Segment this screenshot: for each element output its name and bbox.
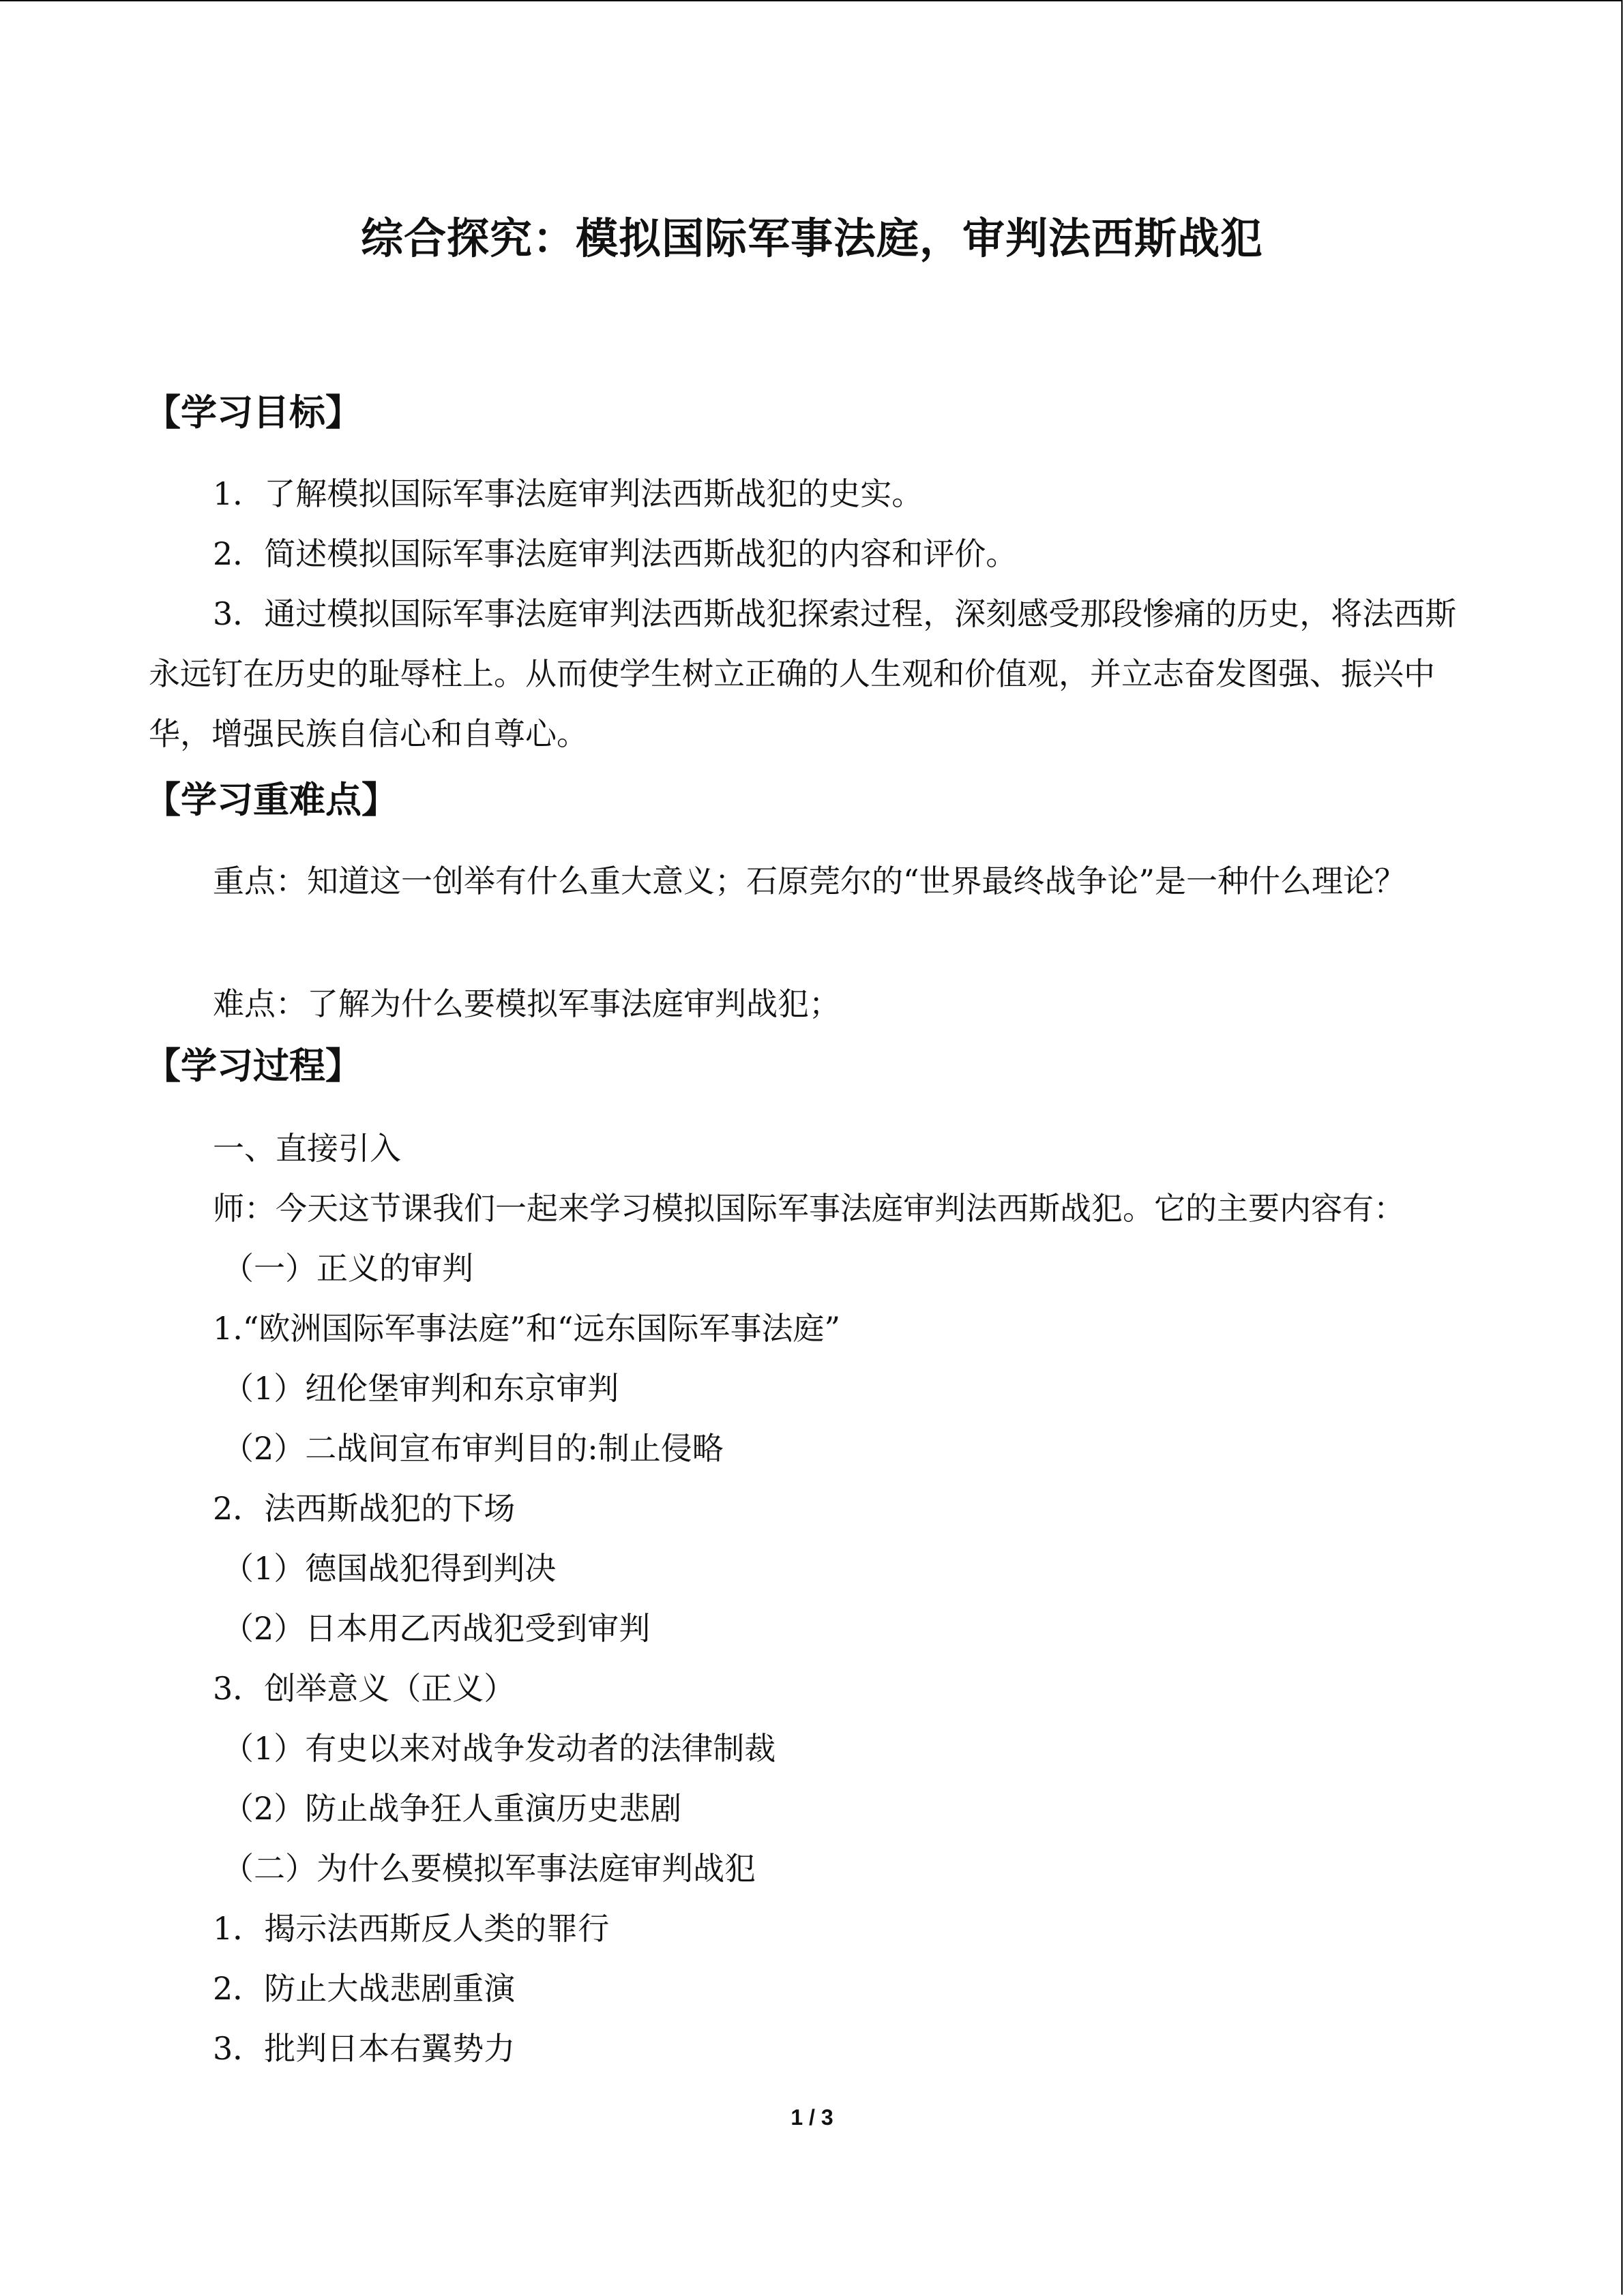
process-line: 1．揭示法西斯反人类的罪行 xyxy=(213,1910,610,1947)
process-line: 3．创举意义（正义） xyxy=(213,1670,516,1707)
process-line: （2）二战间宣布审判目的:制止侵略 xyxy=(222,1430,724,1467)
page-number: 1 / 3 xyxy=(791,2105,833,2130)
process-line: 2．防止大战悲剧重演 xyxy=(213,1970,516,2007)
objective-item-2: 2．简述模拟国际军事法庭审判法西斯战犯的内容和评价。 xyxy=(213,535,1018,572)
process-line: （1）纽伦堡审判和东京审判 xyxy=(222,1370,619,1407)
section-heading-process: 【学习过程】 xyxy=(145,1045,361,1087)
process-line: （2）日本用乙丙战犯受到审判 xyxy=(222,1610,651,1647)
process-line: 3．批判日本右翼势力 xyxy=(213,2030,516,2067)
process-line: （2）防止战争狂人重演历史悲剧 xyxy=(222,1790,682,1827)
process-line: 师：今天这节课我们一起来学习模拟国际军事法庭审判法西斯战犯。它的主要内容有： xyxy=(213,1190,1405,1227)
section-heading-objectives: 【学习目标】 xyxy=(145,391,361,434)
process-line: （二）为什么要模拟军事法庭审判战犯 xyxy=(222,1850,756,1887)
process-line: 一、直接引入 xyxy=(213,1130,401,1167)
key-point-text: 重点：知道这一创举有什么重大意义；石原莞尔的“世界最终战争论”是一种什么理论？ xyxy=(213,863,1406,899)
difficulty-text: 难点：了解为什么要模拟军事法庭审判战犯； xyxy=(213,985,840,1022)
process-line: （1）有史以来对战争发动者的法律制裁 xyxy=(222,1730,776,1767)
section-heading-key-points: 【学习重难点】 xyxy=(145,779,398,821)
objective-item-1: 1．了解模拟国际军事法庭审判法西斯战犯的史实。 xyxy=(213,475,924,512)
process-line: （1）德国战犯得到判决 xyxy=(222,1550,557,1587)
process-line: 2．法西斯战犯的下场 xyxy=(213,1490,516,1527)
document-title: 综合探究：模拟国际军事法庭，审判法西斯战犯 xyxy=(360,213,1263,263)
objective-item-3: 3．通过模拟国际军事法庭审判法西斯战犯探索过程，深刻感受那段惨痛的历史，将法西斯永远钉在历史的耻辱柱上。从而使学生树立正确的人生观和价值观，并立志奋发图强、振兴中华，增强民族自信心和自尊心。 xyxy=(149,595,1457,752)
process-line: （一）正义的审判 xyxy=(222,1250,473,1287)
process-line: 1.“欧洲国际军事法庭”和“远东国际军事法庭” xyxy=(213,1310,840,1347)
